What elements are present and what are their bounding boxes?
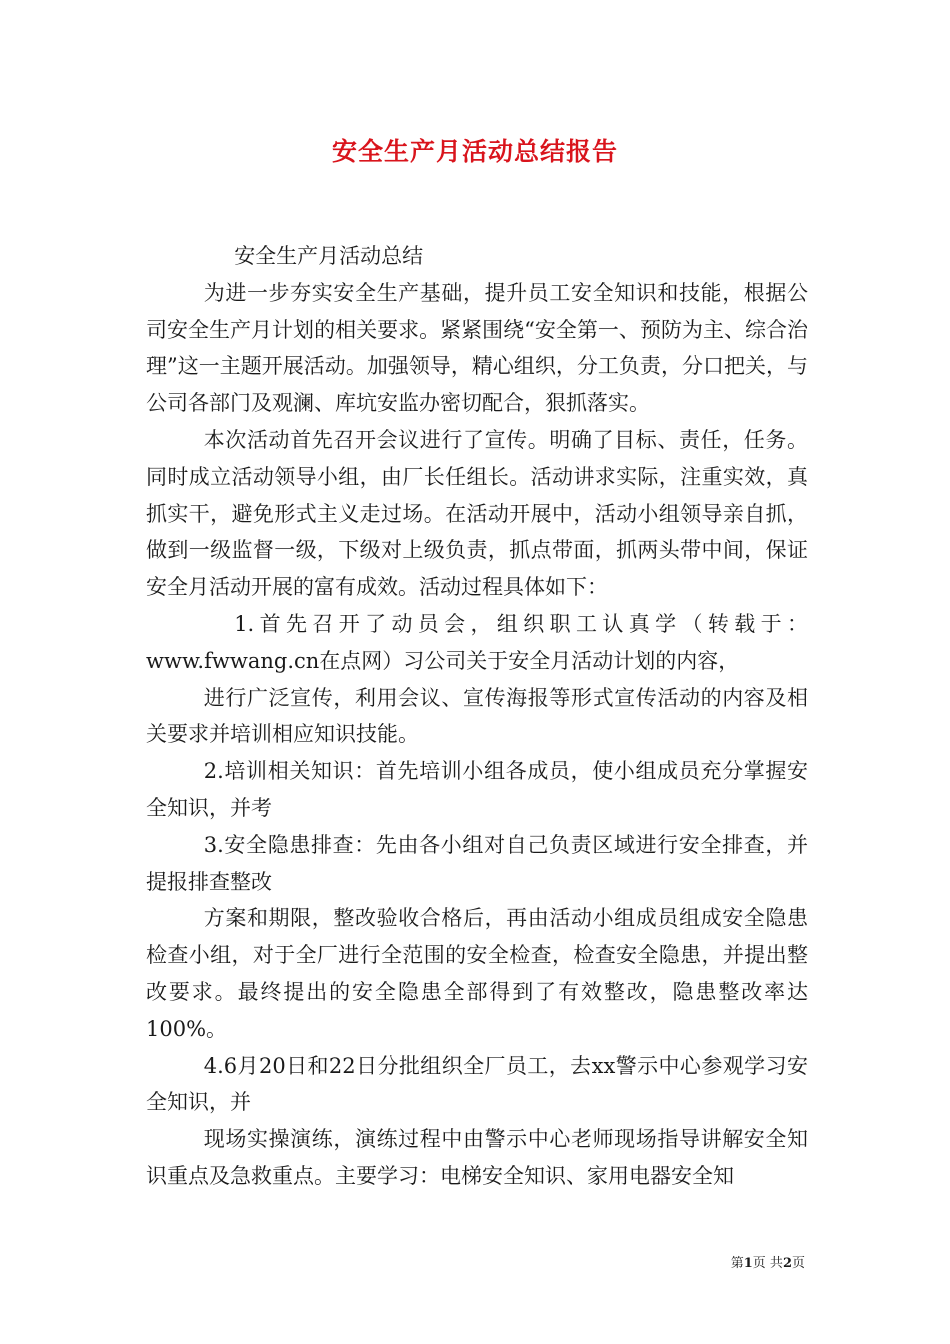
paragraph: 本次活动首先召开会议进行了宣传。明确了目标、责任，任务。同时成立活动领导小组，由厂长任组长。活动讲求实际，注重实效，真抓实干，避免形式主义走过场。在活动开展中，活动小组领导亲自抓，做到一级监督一级，下级对上级负责，抓点带面，抓两头带中间，保证安全月活动开展的富有成效。活动过程具体如下： bbox=[146, 427, 808, 600]
footer-prefix: 第 bbox=[730, 1256, 744, 1271]
list-item: 4.6月20日和22日分批组织全厂员工，去xx警示中心参观学习安全知识，并 bbox=[146, 1053, 808, 1115]
list-item: 2.培训相关知识：首先培训小组各成员，使小组成员充分掌握安全知识，并考 bbox=[146, 759, 808, 820]
total-page-number: 2 bbox=[782, 1256, 792, 1271]
list-item: 1.首先召开了动员会，组织职工认真学（转载于：www.fwwang.cn在点网）习公司关于安全月活动计划的内容， bbox=[146, 611, 808, 673]
current-page-number: 1 bbox=[743, 1256, 753, 1271]
document-body bbox=[146, 238, 808, 1195]
footer-middle: 页 共 bbox=[752, 1256, 783, 1271]
paragraph: 现场实操演练，演练过程中由警示中心老师现场指导讲解安全知识重点及急救重点。主要学习：电梯安全知识、家用电器安全知 bbox=[146, 1127, 808, 1188]
section-heading: 安全生产月活动总结 bbox=[234, 244, 424, 268]
document-title: 安全生产月活动总结报告 bbox=[331, 137, 618, 166]
paragraph: 为进一步夯实安全生产基础，提升员工安全知识和技能，根据公司安全生产月计划的相关要求。紧紧围绕“安全第一、预防为主、综合治理”这一主题开展活动。加强领导，精心组织，分工负责，分口把关，与公司各部门及观澜、库坑安监办密切配合，狠抓落实。 bbox=[146, 280, 808, 416]
paragraph: 进行广泛宣传，利用会议、宣传海报等形式宣传活动的内容及相关要求并培训相应知识技能。 bbox=[146, 685, 808, 747]
page-number-footer bbox=[731, 1252, 805, 1271]
paragraph: 方案和期限，整改验收合格后，再由活动小组成员组成安全隐患检查小组，对于全厂进行全范围的安全检查，检查安全隐患，并提出整改要求。最终提出的安全隐患全部得到了有效整改，隐患整改率达100%。 bbox=[146, 906, 808, 1041]
footer-suffix: 页 bbox=[791, 1256, 805, 1271]
list-item: 3.安全隐患排查：先由各小组对自己负责区域进行安全排查，并提报排查整改 bbox=[146, 832, 808, 894]
